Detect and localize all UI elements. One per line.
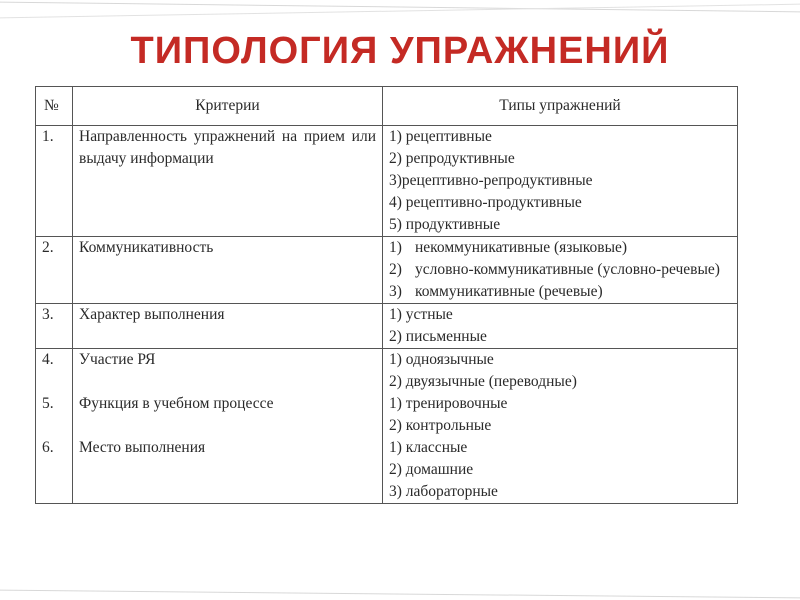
row-number: 3. (36, 304, 73, 349)
criterion-cell: Характер выполнения (73, 304, 383, 349)
typology-table (35, 86, 738, 504)
table-row (36, 304, 738, 349)
types-cell (383, 349, 738, 504)
type-item: 2) контрольные (389, 417, 492, 434)
type-text: коммуникативные (речевые) (415, 283, 603, 300)
row-number: 4. (42, 351, 54, 368)
criterion-cell: Функция в учебном процессе (79, 395, 274, 412)
type-item: 1) классные (389, 439, 468, 456)
row-number: 5. (42, 395, 54, 412)
list-marker: 2) (389, 261, 402, 278)
type-item: 1) рецептивные (389, 128, 492, 145)
type-item: 3) лабораторные (389, 483, 498, 500)
row-number: 1. (36, 126, 73, 237)
types-cell (383, 304, 738, 349)
header-types: Типы упражнений (383, 87, 738, 126)
row-number-group (36, 349, 73, 504)
criterion-cell: Направленность упражнений на прием или выдачу информации (73, 126, 383, 237)
type-item: 2) письменные (389, 328, 487, 345)
criterion-cell: Участие РЯ (79, 351, 156, 368)
table-row (36, 126, 738, 237)
type-list-item (389, 259, 731, 281)
type-text: условно-коммуникативные (условно-речевые) (415, 261, 720, 278)
table-header-row (36, 87, 738, 126)
type-item: 2) репродуктивные (389, 150, 515, 167)
criterion-cell: Коммуникативность (73, 237, 383, 304)
type-item: 5) продуктивные (389, 216, 501, 233)
type-list-item (389, 281, 731, 303)
types-cell (383, 126, 738, 237)
header-num: № (36, 87, 73, 126)
row-number: 6. (42, 439, 54, 456)
type-item: 2) домашние (389, 461, 474, 478)
type-text: некоммуникативные (языковые) (415, 239, 628, 256)
table-row (36, 349, 738, 504)
list-marker: 1) (389, 239, 402, 256)
criterion-cell: Место выполнения (79, 439, 206, 456)
type-item: 4) рецептивно-продуктивные (389, 194, 582, 211)
type-item: 1) устные (389, 306, 453, 323)
types-cell (383, 237, 738, 304)
type-item: 2) двуязычные (переводные) (389, 373, 577, 390)
slide-title: ТИПОЛОГИЯ УПРАЖНЕНИЙ (130, 30, 670, 72)
list-marker: 3) (389, 283, 402, 300)
criterion-group (73, 349, 383, 504)
type-item: 3)рецептивно-репродуктивные (389, 172, 593, 189)
type-item: 1) тренировочные (389, 395, 508, 412)
row-number: 2. (36, 237, 73, 304)
type-item: 1) одноязычные (389, 351, 494, 368)
table-row (36, 237, 738, 304)
header-criteria: Критерии (73, 87, 383, 126)
type-list-item (389, 237, 731, 259)
